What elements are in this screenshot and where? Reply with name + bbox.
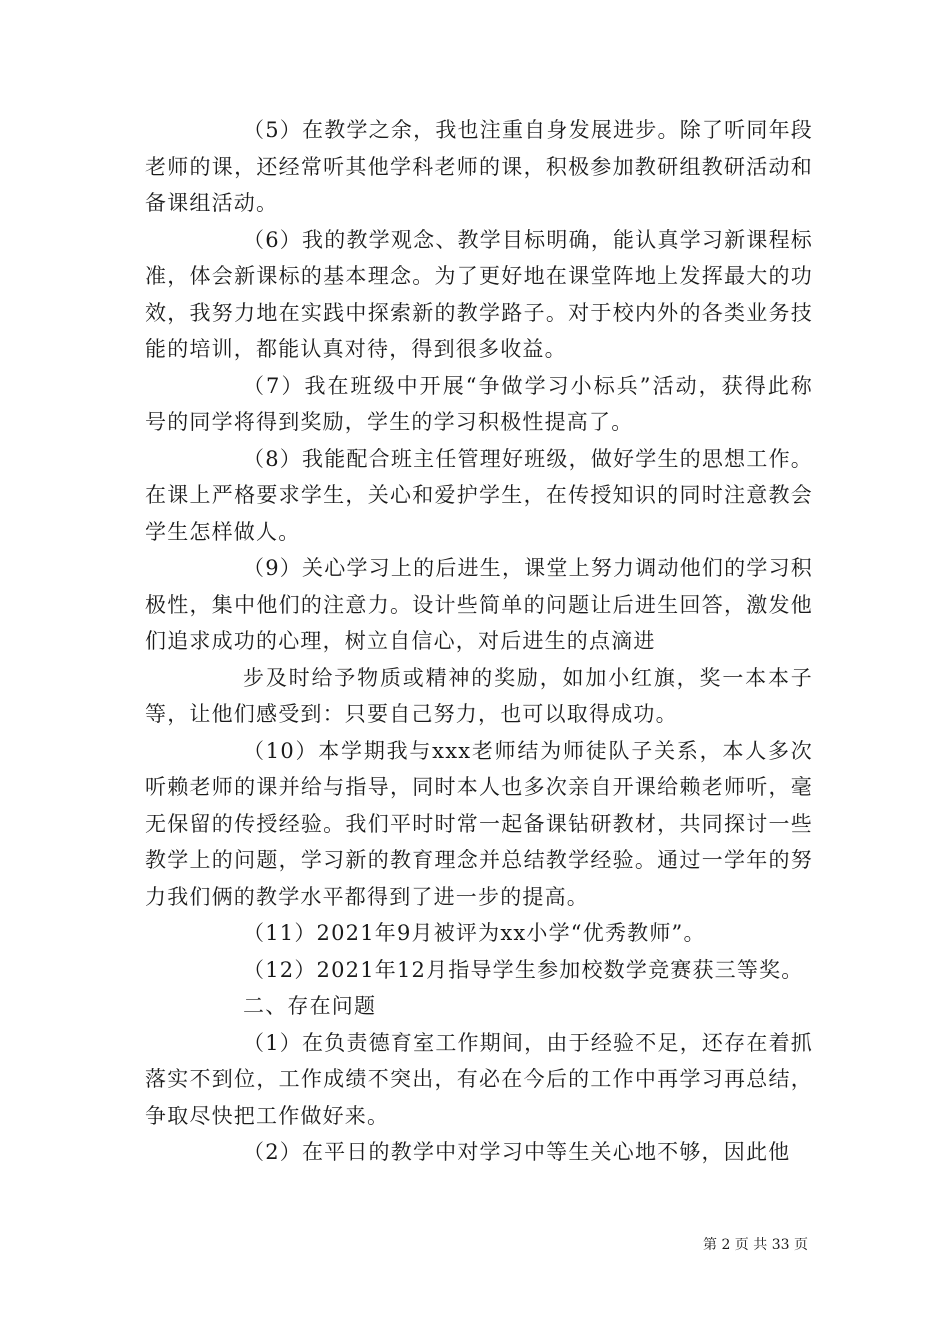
paragraph-9-continued: 步及时给予物质或精神的奖励，如加小红旗，奖一本本子等，让他们感受到：只要自己努力，也可以取得成功。: [145, 665, 813, 726]
problem-paragraph-1: （1）在负责德育室工作期间，由于经验不足，还存在着抓落实不到位，工作成绩不突出，有必在今后的工作中再学习再总结，争取尽快把工作做好来。: [145, 1030, 813, 1128]
paragraph-7: （7）我在班级中开展“争做学习小标兵”活动，获得此称号的同学将得到奖励，学生的学习积极性提高了。: [145, 373, 813, 434]
paragraph-11: （11）2021年9月被评为xx小学“优秀教师”。: [243, 921, 706, 945]
paragraph-8: （8）我能配合班主任管理好班级，做好学生的思想工作。在课上严格要求学生，关心和爱护学生，在传授知识的同时注意教会学生怎样做人。: [145, 446, 813, 544]
document-body: [145, 112, 813, 1171]
paragraph-6: （6）我的教学观念、教学目标明确，能认真学习新课程标准，体会新课标的基本理念。为了更好地在课堂阵地上发挥最大的功效，我努力地在实践中探索新的教学路子。对于校内外的各类业务技能的培训，都能认真对待，得到很多收益。: [145, 227, 813, 361]
paragraph-5: （5）在教学之余，我也注重自身发展进步。除了听同年段老师的课，还经常听其他学科老师的课，积极参加教研组教研活动和备课组活动。: [145, 118, 813, 215]
page-number-footer: 第 2 页 共 33 页: [703, 1237, 808, 1253]
paragraph-10: （10）本学期我与xxx老师结为师徒队子关系，本人多次听赖老师的课并给与指导，同时本人也多次亲自开课给赖老师听，毫无保留的传授经验。我们平时时常一起备课钻研教材，共同探讨一些教学上的问题，学习新的教育理念并总结教学经验。通过一学年的努力我们俩的教学水平都得到了进一步的提高。: [145, 738, 813, 909]
problem-paragraph-2: （2）在平日的教学中对学习中等生关心地不够，因此他: [243, 1140, 791, 1164]
paragraph-9: （9）关心学习上的后进生，课堂上努力调动他们的学习积极性，集中他们的注意力。设计些简单的问题让后进生回答，激发他们追求成功的心理，树立自信心，对后进生的点滴进: [145, 556, 813, 653]
paragraph-12: （12）2021年12月指导学生参加校数学竞赛获三等奖。: [243, 957, 804, 982]
section-heading-problems: 二、存在问题: [243, 994, 377, 1018]
